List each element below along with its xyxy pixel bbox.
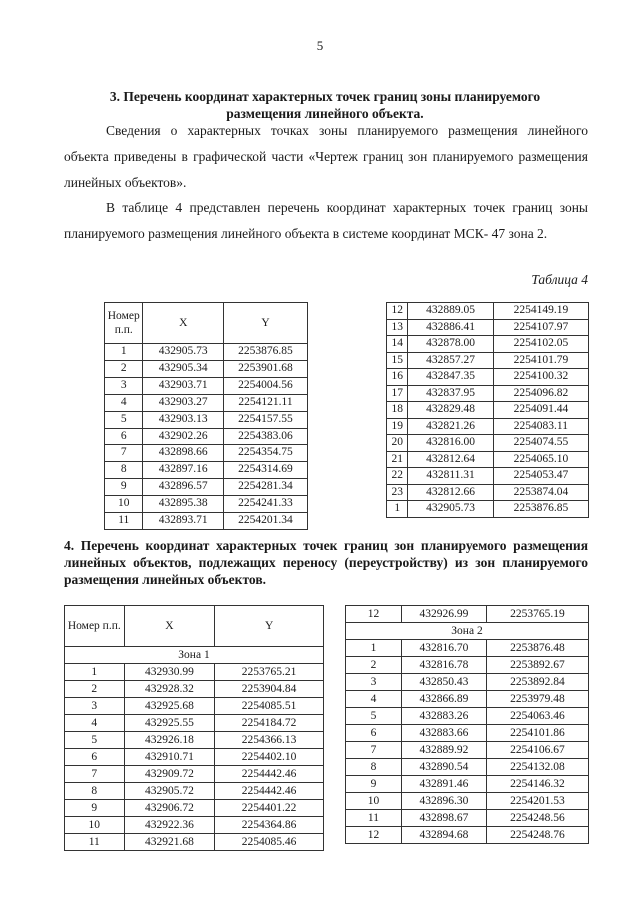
cell-number: 17 [387, 385, 408, 402]
cell-x: 432891.46 [401, 776, 486, 793]
cell-number: 4 [346, 691, 402, 708]
table-row [105, 377, 308, 394]
cell-x: 432883.66 [401, 725, 486, 742]
cell-x: 432905.72 [124, 783, 215, 800]
cell-number: 5 [346, 708, 402, 725]
header-x: X [124, 606, 215, 647]
table-row [65, 732, 324, 749]
table-row [346, 742, 589, 759]
cell-number: 10 [346, 793, 402, 810]
cell-number: 4 [105, 394, 143, 411]
cell-x: 432894.68 [401, 827, 486, 844]
cell-number: 18 [387, 402, 408, 419]
table-row [387, 352, 589, 369]
cell-number: 20 [387, 435, 408, 452]
cell-number: 3 [105, 377, 143, 394]
cell-y: 2253876.85 [493, 501, 588, 518]
cell-x: 432896.30 [401, 793, 486, 810]
table-row [346, 725, 589, 742]
table-row [346, 810, 589, 827]
table-row [346, 606, 589, 623]
cell-x: 432930.99 [124, 664, 215, 681]
table-row [65, 749, 324, 766]
table-row [65, 664, 324, 681]
cell-y: 2254184.72 [215, 715, 324, 732]
table-row [346, 674, 589, 691]
cell-number: 22 [387, 468, 408, 485]
page-number: 5 [316, 38, 324, 53]
cell-x: 432878.00 [408, 336, 493, 353]
cell-x: 432816.70 [401, 640, 486, 657]
table-row [105, 428, 308, 445]
table-row [346, 708, 589, 725]
table-row [105, 496, 308, 513]
cell-y: 2254004.56 [223, 377, 307, 394]
section-3-paragraph-2: В таблице 4 представлен перечень координат характерных точек границ зоны планируемого размещения линейного объекта в системе координат МСК- 47 зона 2. [64, 200, 588, 241]
cell-y: 2254248.56 [486, 810, 588, 827]
cell-number: 6 [65, 749, 125, 766]
cell-x: 432889.05 [408, 303, 493, 320]
cell-number: 3 [346, 674, 402, 691]
zone-1-label: Зона 1 [65, 647, 324, 664]
cell-y: 2254401.22 [215, 800, 324, 817]
cell-number: 1 [105, 344, 143, 361]
cell-x: 432897.16 [143, 462, 224, 479]
cell-x: 432906.72 [124, 800, 215, 817]
table-5-left-body [65, 647, 324, 851]
cell-y: 2254101.86 [486, 725, 588, 742]
table-row [387, 451, 589, 468]
cell-x: 432898.67 [401, 810, 486, 827]
cell-y: 2253765.19 [486, 606, 588, 623]
cell-y: 2254314.69 [223, 462, 307, 479]
table-row [346, 827, 589, 844]
table-header-row [105, 303, 308, 344]
cell-number: 15 [387, 352, 408, 369]
cell-x: 432922.36 [124, 817, 215, 834]
table-row [105, 462, 308, 479]
cell-y: 2254149.19 [493, 303, 588, 320]
cell-y: 2254146.32 [486, 776, 588, 793]
cell-x: 432812.64 [408, 451, 493, 468]
cell-number: 10 [65, 817, 125, 834]
cell-y: 2253979.48 [486, 691, 588, 708]
cell-x: 432895.38 [143, 496, 224, 513]
cell-number: 19 [387, 418, 408, 435]
table-5-right [345, 605, 589, 844]
cell-x: 432902.26 [143, 428, 224, 445]
cell-x: 432811.31 [408, 468, 493, 485]
cell-number: 11 [105, 513, 143, 530]
table-row [387, 435, 589, 452]
cell-x: 432816.78 [401, 657, 486, 674]
cell-y: 2253901.68 [223, 360, 307, 377]
table-row [105, 394, 308, 411]
section-3-heading-line1: 3. Перечень координат характерных точек границ зоны планируемого [109, 89, 541, 104]
cell-x: 432850.43 [401, 674, 486, 691]
table-row [387, 468, 589, 485]
cell-x: 432829.48 [408, 402, 493, 419]
cell-number: 9 [65, 800, 125, 817]
cell-number: 6 [105, 428, 143, 445]
table-4-right [386, 302, 589, 518]
cell-x: 432837.95 [408, 385, 493, 402]
cell-y: 2254241.33 [223, 496, 307, 513]
cell-number: 21 [387, 451, 408, 468]
cell-number: 7 [346, 742, 402, 759]
cell-number: 2 [65, 681, 125, 698]
cell-number: 8 [65, 783, 125, 800]
cell-y: 2254085.51 [215, 698, 324, 715]
table-row [346, 759, 589, 776]
table-row [346, 640, 589, 657]
cell-y: 2254132.08 [486, 759, 588, 776]
cell-x: 432925.68 [124, 698, 215, 715]
section-3-paragraph-1: Сведения о характерных точках зоны планируемого размещения линейного объекта приведены в графической части «Чертеж границ зон планируемого размещения линейных объектов». [64, 123, 588, 190]
cell-x: 432857.27 [408, 352, 493, 369]
cell-number: 3 [65, 698, 125, 715]
table-row [346, 691, 589, 708]
cell-x: 432816.00 [408, 435, 493, 452]
table-row [387, 484, 589, 501]
cell-y: 2254121.11 [223, 394, 307, 411]
table-row [65, 834, 324, 851]
cell-y: 2254074.55 [493, 435, 588, 452]
cell-x: 432925.55 [124, 715, 215, 732]
table-row [105, 411, 308, 428]
table-row [387, 385, 589, 402]
cell-number: 9 [346, 776, 402, 793]
table-row [105, 360, 308, 377]
cell-number: 2 [346, 657, 402, 674]
cell-number: 5 [65, 732, 125, 749]
section-3-heading-line2: размещения линейного объекта. [226, 106, 424, 121]
cell-y: 2254366.13 [215, 732, 324, 749]
header-y: Y [215, 606, 324, 647]
table-row [387, 418, 589, 435]
cell-x: 432883.26 [401, 708, 486, 725]
cell-x: 432903.27 [143, 394, 224, 411]
cell-x: 432905.73 [143, 344, 224, 361]
table-4-left-body [105, 344, 308, 530]
cell-y: 2254096.82 [493, 385, 588, 402]
cell-number: 5 [105, 411, 143, 428]
table-row [65, 698, 324, 715]
cell-x: 432921.68 [124, 834, 215, 851]
cell-y: 2253876.85 [223, 344, 307, 361]
cell-number: 13 [387, 319, 408, 336]
table-5-left [64, 605, 324, 851]
cell-y: 2254248.76 [486, 827, 588, 844]
cell-y: 2254364.86 [215, 817, 324, 834]
cell-y: 2254085.46 [215, 834, 324, 851]
cell-y: 2254053.47 [493, 468, 588, 485]
table-row [65, 817, 324, 834]
cell-x: 432898.66 [143, 445, 224, 462]
cell-x: 432905.34 [143, 360, 224, 377]
cell-number: 2 [105, 360, 143, 377]
cell-y: 2254100.32 [493, 369, 588, 386]
cell-number: 12 [387, 303, 408, 320]
cell-y: 2254065.10 [493, 451, 588, 468]
cell-number: 1 [65, 664, 125, 681]
cell-y: 2254201.34 [223, 513, 307, 530]
table-row [346, 776, 589, 793]
cell-number: 4 [65, 715, 125, 732]
cell-number: 23 [387, 484, 408, 501]
cell-y: 2254102.05 [493, 336, 588, 353]
table-row [105, 513, 308, 530]
section-3-heading [60, 88, 590, 122]
cell-y: 2254354.75 [223, 445, 307, 462]
cell-number: 9 [105, 479, 143, 496]
cell-y: 2253876.48 [486, 640, 588, 657]
table-row [387, 501, 589, 518]
zone-row [65, 647, 324, 664]
cell-y: 2253892.67 [486, 657, 588, 674]
cell-y: 2254402.10 [215, 749, 324, 766]
cell-y: 2253765.21 [215, 664, 324, 681]
cell-x: 432886.41 [408, 319, 493, 336]
cell-x: 432847.35 [408, 369, 493, 386]
cell-y: 2254157.55 [223, 411, 307, 428]
header-number: Номер п.п. [105, 303, 143, 344]
table-row [346, 657, 589, 674]
cell-y: 2254106.67 [486, 742, 588, 759]
cell-number: 8 [105, 462, 143, 479]
cell-x: 432903.13 [143, 411, 224, 428]
cell-x: 432926.18 [124, 732, 215, 749]
cell-number: 12 [346, 827, 402, 844]
table-4-right-body [387, 303, 589, 518]
cell-x: 432812.66 [408, 484, 493, 501]
cell-number: 11 [346, 810, 402, 827]
table-4-caption: Таблица 4 [531, 272, 588, 287]
cell-number: 7 [105, 445, 143, 462]
cell-y: 2253904.84 [215, 681, 324, 698]
cell-y: 2254083.11 [493, 418, 588, 435]
cell-y: 2254063.46 [486, 708, 588, 725]
header-y: Y [223, 303, 307, 344]
cell-y: 2253892.84 [486, 674, 588, 691]
cell-x: 432928.32 [124, 681, 215, 698]
table-row [65, 766, 324, 783]
table-header-row [65, 606, 324, 647]
header-x: X [143, 303, 224, 344]
cell-x: 432866.89 [401, 691, 486, 708]
cell-x: 432890.54 [401, 759, 486, 776]
table-row [387, 319, 589, 336]
cell-number: 12 [346, 606, 402, 623]
cell-x: 432889.92 [401, 742, 486, 759]
cell-number: 7 [65, 766, 125, 783]
table-row [65, 783, 324, 800]
cell-x: 432909.72 [124, 766, 215, 783]
zone-2-label: Зона 2 [346, 623, 589, 640]
cell-x: 432905.73 [408, 501, 493, 518]
cell-number: 11 [65, 834, 125, 851]
cell-x: 432903.71 [143, 377, 224, 394]
cell-number: 1 [346, 640, 402, 657]
cell-x: 432896.57 [143, 479, 224, 496]
table-row [105, 445, 308, 462]
section-4-heading: 4. Перечень координат характерных точек границ зон планируемого размещения линейных объектов, подлежащих переносу (переустройству) из зон планируемого размещения линейных объектов. [64, 538, 588, 587]
cell-number: 16 [387, 369, 408, 386]
cell-x: 432926.99 [401, 606, 486, 623]
cell-number: 1 [387, 501, 408, 518]
table-row [387, 336, 589, 353]
table-row [346, 793, 589, 810]
table-row [387, 402, 589, 419]
zone-row [346, 623, 589, 640]
table-row [387, 303, 589, 320]
cell-number: 8 [346, 759, 402, 776]
table-row [105, 479, 308, 496]
cell-x: 432893.71 [143, 513, 224, 530]
cell-y: 2254091.44 [493, 402, 588, 419]
table-4-left [104, 302, 308, 530]
cell-number: 10 [105, 496, 143, 513]
cell-x: 432821.26 [408, 418, 493, 435]
table-row [65, 715, 324, 732]
cell-y: 2254107.97 [493, 319, 588, 336]
table-row [105, 344, 308, 361]
table-5-right-body [346, 606, 589, 844]
cell-number: 14 [387, 336, 408, 353]
cell-y: 2254442.46 [215, 783, 324, 800]
table-row [65, 681, 324, 698]
cell-y: 2254442.46 [215, 766, 324, 783]
cell-x: 432910.71 [124, 749, 215, 766]
cell-y: 2254383.06 [223, 428, 307, 445]
cell-number: 6 [346, 725, 402, 742]
cell-y: 2254101.79 [493, 352, 588, 369]
header-number: Номер п.п. [65, 606, 125, 647]
cell-y: 2253874.04 [493, 484, 588, 501]
table-row [65, 800, 324, 817]
table-row [387, 369, 589, 386]
cell-y: 2254201.53 [486, 793, 588, 810]
cell-y: 2254281.34 [223, 479, 307, 496]
